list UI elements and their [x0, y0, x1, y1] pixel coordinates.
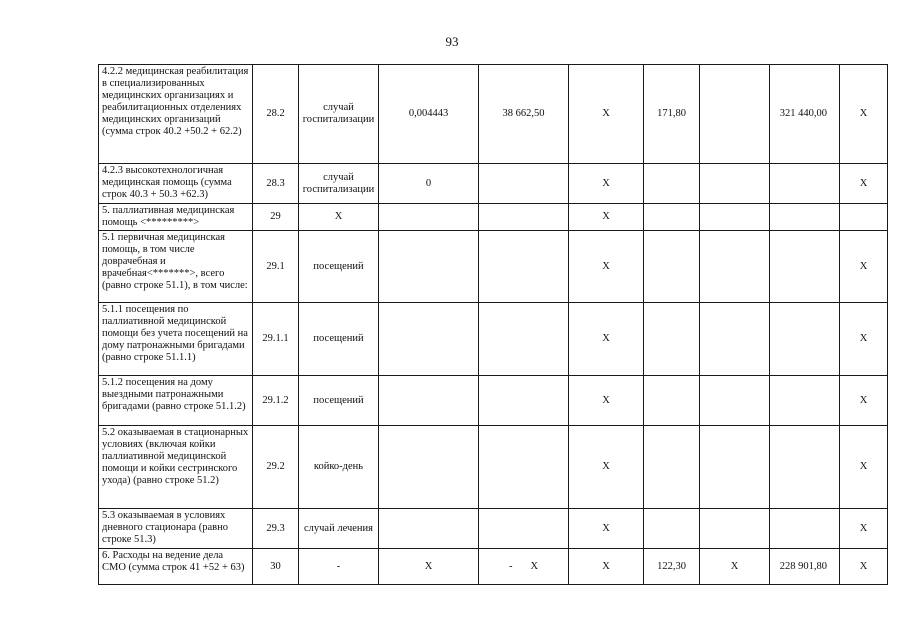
cell-c7: [644, 376, 700, 426]
cell-c10: X: [840, 164, 888, 204]
cell-c5: [479, 231, 569, 303]
cell-c9: [770, 164, 840, 204]
row-name: 5.1.2 посещения на дому выездными патронажными бригадами (равно строке 51.1.2): [99, 376, 253, 426]
table-row: [99, 303, 888, 376]
cell-c8: X: [700, 549, 770, 585]
cell-c10: X: [840, 376, 888, 426]
cell-c10: X: [840, 303, 888, 376]
line-number: 29.1.2: [253, 376, 299, 426]
cell-c5: [479, 376, 569, 426]
cell-c4: [379, 303, 479, 376]
cell-c4: X: [379, 549, 479, 585]
cell-c8: [700, 231, 770, 303]
cell-c9: 228 901,80: [770, 549, 840, 585]
cell-c5: [479, 303, 569, 376]
cell-c10: [840, 204, 888, 231]
unit: посещений: [299, 376, 379, 426]
cell-c6: X: [569, 65, 644, 164]
unit: -: [299, 549, 379, 585]
line-number: 28.2: [253, 65, 299, 164]
table-row: [99, 549, 888, 585]
row-name: 5.3 оказываемая в условиях дневного стационара (равно строке 51.3): [99, 509, 253, 549]
cell-c4: 0: [379, 164, 479, 204]
cell-c10: X: [840, 549, 888, 585]
cell-c8: [700, 65, 770, 164]
cell-c5: [479, 426, 569, 509]
cell-c5: [479, 549, 569, 585]
cell-c10: X: [840, 65, 888, 164]
line-number: 29.1.1: [253, 303, 299, 376]
table-row: [99, 376, 888, 426]
cell-c6: X: [569, 549, 644, 585]
table-row: [99, 164, 888, 204]
cost-table: [98, 64, 888, 585]
row-name: 6. Расходы на ведение дела СМО (сумма строк 41 +52 + 63): [99, 549, 253, 585]
cell-c7: [644, 164, 700, 204]
cell-c10: X: [840, 426, 888, 509]
cell-c6: X: [569, 509, 644, 549]
cell-c7: [644, 303, 700, 376]
row-name: 5.1.1 посещения по паллиативной медицинской помощи без учета посещений на дому патронажными бригадами (равно строке 51.1.1): [99, 303, 253, 376]
row-name: 5. паллиативная медицинская помощь <*********>: [99, 204, 253, 231]
cell-c6: X: [569, 204, 644, 231]
cell-c5: [479, 204, 569, 231]
cell-c8: [700, 509, 770, 549]
cell-c9: 321 440,00: [770, 65, 840, 164]
unit: койко-день: [299, 426, 379, 509]
cell-c5: [479, 164, 569, 204]
cell-c6: X: [569, 426, 644, 509]
row-name: 5.1 первичная медицинская помощь, в том числе доврачебная и врачебная<*******>, всего (равно строке 51.1), в том числе:: [99, 231, 253, 303]
cell-c8: [700, 303, 770, 376]
cell-c4: [379, 204, 479, 231]
unit: посещений: [299, 303, 379, 376]
cell-c6: X: [569, 303, 644, 376]
cell-c5-value: X: [530, 560, 539, 572]
cell-c7: [644, 509, 700, 549]
cell-c7: [644, 426, 700, 509]
unit: случай лечения: [299, 509, 379, 549]
cell-c9: [770, 376, 840, 426]
unit: случай госпитализации: [299, 65, 379, 164]
cell-c7: [644, 204, 700, 231]
cell-c5: [479, 509, 569, 549]
cell-c8: [700, 426, 770, 509]
line-number: 29: [253, 204, 299, 231]
cell-c7: [644, 231, 700, 303]
table-row: [99, 204, 888, 231]
unit: посещений: [299, 231, 379, 303]
line-number: 28.3: [253, 164, 299, 204]
cell-c4: [379, 376, 479, 426]
cell-c10: X: [840, 509, 888, 549]
cell-c9: [770, 426, 840, 509]
cell-c7: 171,80: [644, 65, 700, 164]
cell-c4: [379, 426, 479, 509]
cell-c8: [700, 376, 770, 426]
cell-c9: [770, 509, 840, 549]
row-name: 5.2 оказываемая в стационарных условиях (включая койки паллиативной медицинской помощи и койки сестринского ухода) (равно строке 51.2): [99, 426, 253, 509]
cell-c7: 122,30: [644, 549, 700, 585]
cell-c6: X: [569, 231, 644, 303]
cell-c5: 38 662,50: [479, 65, 569, 164]
line-number: 29.2: [253, 426, 299, 509]
row-name: 4.2.3 высокотехнологичная медицинская помощь (сумма строк 40.3 + 50.3 +62.3): [99, 164, 253, 204]
cell-c8: [700, 164, 770, 204]
cell-c10: X: [840, 231, 888, 303]
line-number: 29.3: [253, 509, 299, 549]
table-row: [99, 426, 888, 509]
stray-mark: -: [508, 560, 513, 572]
cell-c9: [770, 204, 840, 231]
table-row: [99, 509, 888, 549]
cell-c4: [379, 231, 479, 303]
table-row: [99, 231, 888, 303]
table-row: [99, 65, 888, 164]
cell-c9: [770, 303, 840, 376]
line-number: 29.1: [253, 231, 299, 303]
cell-c6: X: [569, 376, 644, 426]
unit: случай госпитализации: [299, 164, 379, 204]
cell-c4: 0,004443: [379, 65, 479, 164]
row-name: 4.2.2 медицинская реабилитация в специализированных медицинских организациях и реабилитационных отделениях медицинских организаций (сумма строк 40.2 +50.2 + 62.2): [99, 65, 253, 164]
cell-c4: [379, 509, 479, 549]
cell-c6: X: [569, 164, 644, 204]
page-number: 93: [445, 34, 459, 49]
cell-c9: [770, 231, 840, 303]
line-number: 30: [253, 549, 299, 585]
unit: X: [299, 204, 379, 231]
cell-c8: [700, 204, 770, 231]
